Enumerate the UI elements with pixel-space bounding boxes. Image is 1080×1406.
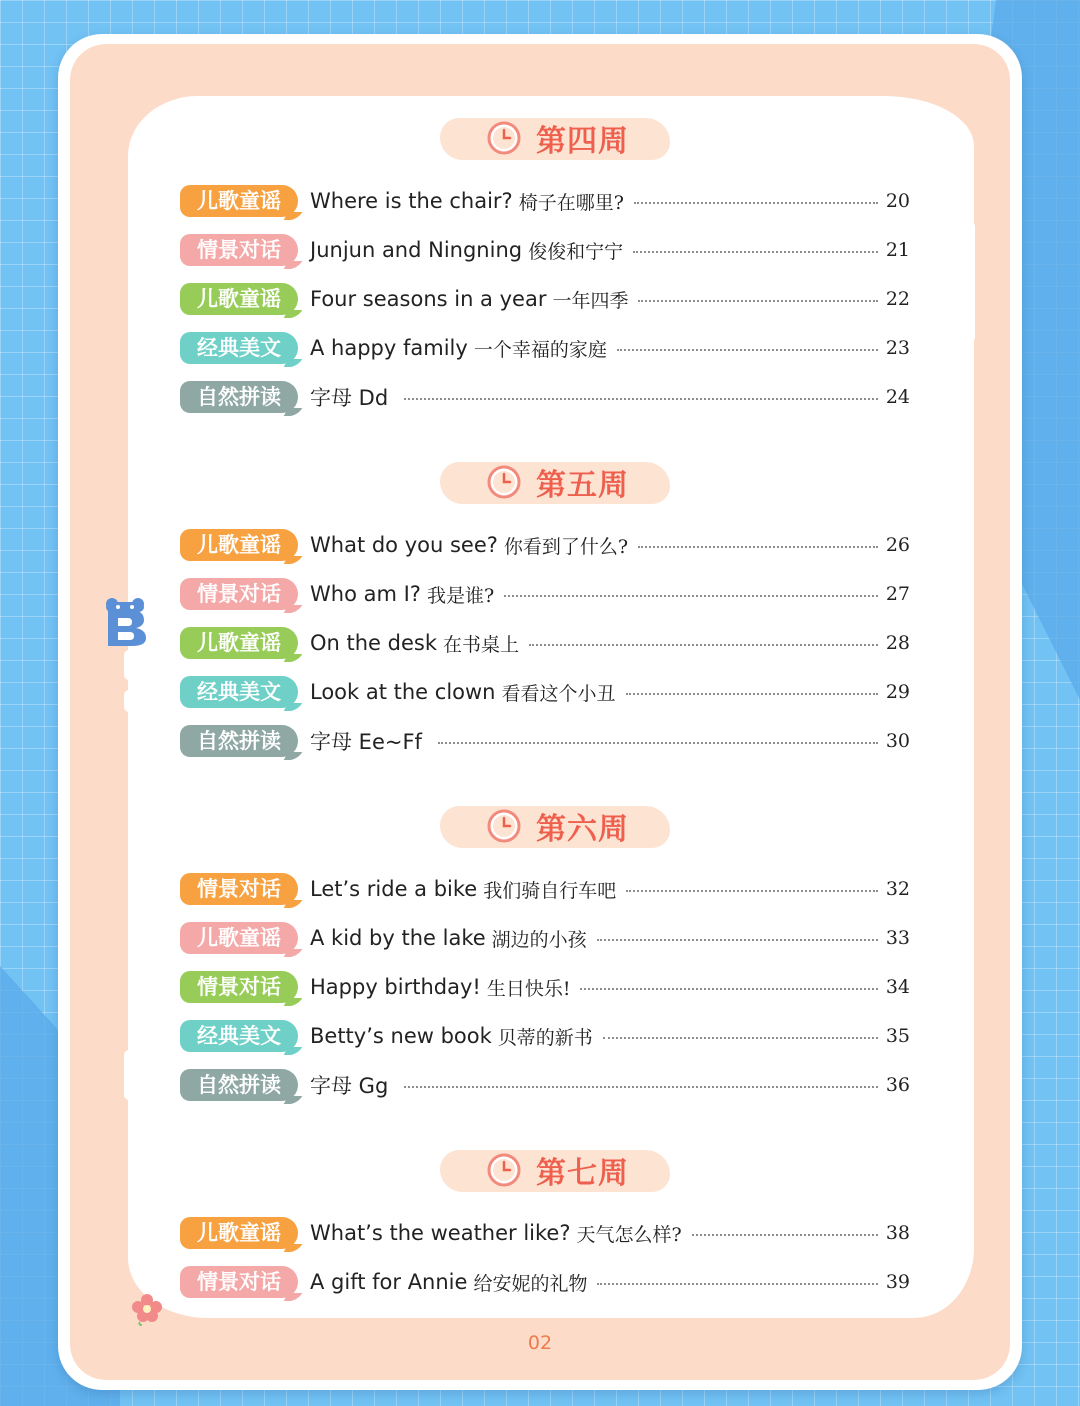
english-title: Happy birthday! xyxy=(310,975,481,999)
toc-entry[interactable] xyxy=(180,723,910,759)
dot-leader xyxy=(597,1283,878,1285)
clock-icon xyxy=(486,808,522,844)
chinese-title: 天气怎么样? xyxy=(576,1223,682,1246)
dot-leader xyxy=(504,595,878,597)
page-ref: 20 xyxy=(885,190,910,212)
entry-line xyxy=(310,1018,910,1054)
category-tag: 儿歌童谣 xyxy=(180,529,298,561)
clock-icon xyxy=(486,1152,522,1188)
chinese-title: 看看这个小丑 xyxy=(501,682,616,705)
english-title: A gift for Annie xyxy=(310,1270,468,1294)
toc-entry[interactable] xyxy=(180,232,910,268)
flower-icon xyxy=(130,1292,164,1326)
page-ref: 22 xyxy=(885,288,910,310)
page-ref: 26 xyxy=(885,534,910,556)
page-ref: 33 xyxy=(885,927,910,949)
page-ref: 29 xyxy=(885,681,910,703)
english-title: 字母 Gg xyxy=(310,1074,389,1098)
category-tag: 经典美文 xyxy=(180,676,298,708)
english-title: Look at the clown xyxy=(310,680,496,704)
week-heading xyxy=(440,1144,670,1198)
dot-leader xyxy=(692,1234,878,1236)
entry-line xyxy=(310,1067,910,1103)
dot-leader xyxy=(617,349,878,351)
page-ref: 28 xyxy=(885,632,910,654)
dot-leader xyxy=(626,693,878,695)
clock-icon xyxy=(486,464,522,500)
category-tag: 情景对话 xyxy=(180,1266,298,1298)
week-heading xyxy=(440,112,670,166)
english-title: A happy family xyxy=(310,336,468,360)
page-ref: 36 xyxy=(885,1074,910,1096)
toc-entry[interactable] xyxy=(180,871,910,907)
toc-entry[interactable] xyxy=(180,674,910,710)
entry-line xyxy=(310,1264,910,1300)
decorative-dash xyxy=(124,690,134,712)
dot-leader xyxy=(404,398,878,400)
entry-line xyxy=(310,576,910,612)
english-title: 字母 Ee~Ff xyxy=(310,730,422,754)
dot-leader xyxy=(603,1037,878,1039)
english-title: What do you see? xyxy=(310,533,498,557)
entry-line xyxy=(310,1215,910,1251)
english-title: Who am I? xyxy=(310,582,421,606)
category-tag: 情景对话 xyxy=(180,234,298,266)
entry-line xyxy=(310,920,910,956)
toc-entry[interactable] xyxy=(180,1264,910,1300)
category-tag: 情景对话 xyxy=(180,578,298,610)
week-heading xyxy=(440,800,670,854)
chinese-title: 一年四季 xyxy=(552,289,629,312)
english-title: A kid by the lake xyxy=(310,926,486,950)
chinese-title: 生日快乐! xyxy=(486,977,571,1000)
category-tag: 经典美文 xyxy=(180,332,298,364)
chinese-title: 椅子在哪里? xyxy=(518,191,624,214)
decorative-dash xyxy=(966,222,975,342)
entry-line xyxy=(310,330,910,366)
entry-line xyxy=(310,625,910,661)
chinese-title: 俊俊和宁宁 xyxy=(528,240,624,263)
english-title: Junjun and Ningning xyxy=(310,238,523,262)
decorative-dash xyxy=(966,360,974,450)
decorative-dash xyxy=(124,1050,134,1100)
week-title: 第七周 xyxy=(536,1156,629,1191)
entry-line xyxy=(310,871,910,907)
category-tag: 经典美文 xyxy=(180,1020,298,1052)
chinese-title: 贝蒂的新书 xyxy=(497,1026,593,1049)
toc-entry[interactable] xyxy=(180,1018,910,1054)
dot-leader xyxy=(633,251,878,253)
toc-entry[interactable] xyxy=(180,969,910,1005)
chinese-title: 你看到了什么? xyxy=(503,535,629,558)
dot-leader xyxy=(626,890,878,892)
english-title: What’s the weather like? xyxy=(310,1221,571,1245)
page-ref: 30 xyxy=(885,730,910,752)
category-tag: 情景对话 xyxy=(180,873,298,905)
category-tag: 儿歌童谣 xyxy=(180,1217,298,1249)
chinese-title: 一个幸福的家庭 xyxy=(473,338,607,361)
chinese-title: 给安妮的礼物 xyxy=(473,1272,588,1295)
entry-line xyxy=(310,281,910,317)
toc-entry[interactable] xyxy=(180,1067,910,1103)
toc-entry[interactable] xyxy=(180,281,910,317)
category-tag: 儿歌童谣 xyxy=(180,922,298,954)
english-title: On the desk xyxy=(310,631,438,655)
english-title: Let’s ride a bike xyxy=(310,877,478,901)
entry-line xyxy=(310,379,910,415)
page-ref: 23 xyxy=(885,337,910,359)
category-tag: 情景对话 xyxy=(180,971,298,1003)
week-heading xyxy=(440,456,670,510)
chinese-title: 我是谁? xyxy=(426,584,495,607)
dot-leader xyxy=(634,202,878,204)
entry-line xyxy=(310,183,910,219)
dot-leader xyxy=(597,939,878,941)
clock-icon xyxy=(486,120,522,156)
entry-line xyxy=(310,232,910,268)
dot-leader xyxy=(404,1086,878,1088)
chinese-title: 湖边的小孩 xyxy=(491,928,587,951)
toc-entry[interactable] xyxy=(180,379,910,415)
page-ref: 38 xyxy=(885,1222,910,1244)
category-tag: 儿歌童谣 xyxy=(180,185,298,217)
entry-line xyxy=(310,969,910,1005)
toc-entry[interactable] xyxy=(180,330,910,366)
toc-entry[interactable] xyxy=(180,625,910,661)
chinese-title: 我们骑自行车吧 xyxy=(483,879,617,902)
toc-entry[interactable] xyxy=(180,576,910,612)
page-ref: 27 xyxy=(885,583,910,605)
english-title: Betty’s new book xyxy=(310,1024,492,1048)
dot-leader xyxy=(638,300,878,302)
page-ref: 39 xyxy=(885,1271,910,1293)
toc-entry[interactable] xyxy=(180,920,910,956)
dot-leader xyxy=(438,742,878,744)
category-tag: 儿歌童谣 xyxy=(180,627,298,659)
toc-entry[interactable] xyxy=(180,183,910,219)
category-tag: 自然拼读 xyxy=(180,725,298,757)
page-ref: 35 xyxy=(885,1025,910,1047)
bear-b-mascot-icon xyxy=(102,596,148,648)
entry-line xyxy=(310,723,910,759)
english-title: Where is the chair? xyxy=(310,189,513,213)
toc-entry[interactable] xyxy=(180,527,910,563)
page-ref: 24 xyxy=(885,386,910,408)
toc-entry[interactable] xyxy=(180,1215,910,1251)
dot-leader xyxy=(529,644,878,646)
dot-leader xyxy=(638,546,878,548)
category-tag: 自然拼读 xyxy=(180,1069,298,1101)
english-title: 字母 Dd xyxy=(310,386,389,410)
decorative-dash xyxy=(124,650,134,680)
page-ref: 32 xyxy=(885,878,910,900)
week-title: 第五周 xyxy=(536,468,629,503)
week-title: 第六周 xyxy=(536,812,629,847)
english-title: Four seasons in a year xyxy=(310,287,547,311)
entry-line xyxy=(310,527,910,563)
chinese-title: 在书桌上 xyxy=(443,633,520,656)
week-title: 第四周 xyxy=(536,124,629,159)
entry-line xyxy=(310,674,910,710)
category-tag: 自然拼读 xyxy=(180,381,298,413)
dot-leader xyxy=(580,988,878,990)
category-tag: 儿歌童谣 xyxy=(180,283,298,315)
page-ref: 34 xyxy=(885,976,910,998)
page-ref: 21 xyxy=(885,239,910,261)
page-number: 02 xyxy=(527,1332,553,1354)
